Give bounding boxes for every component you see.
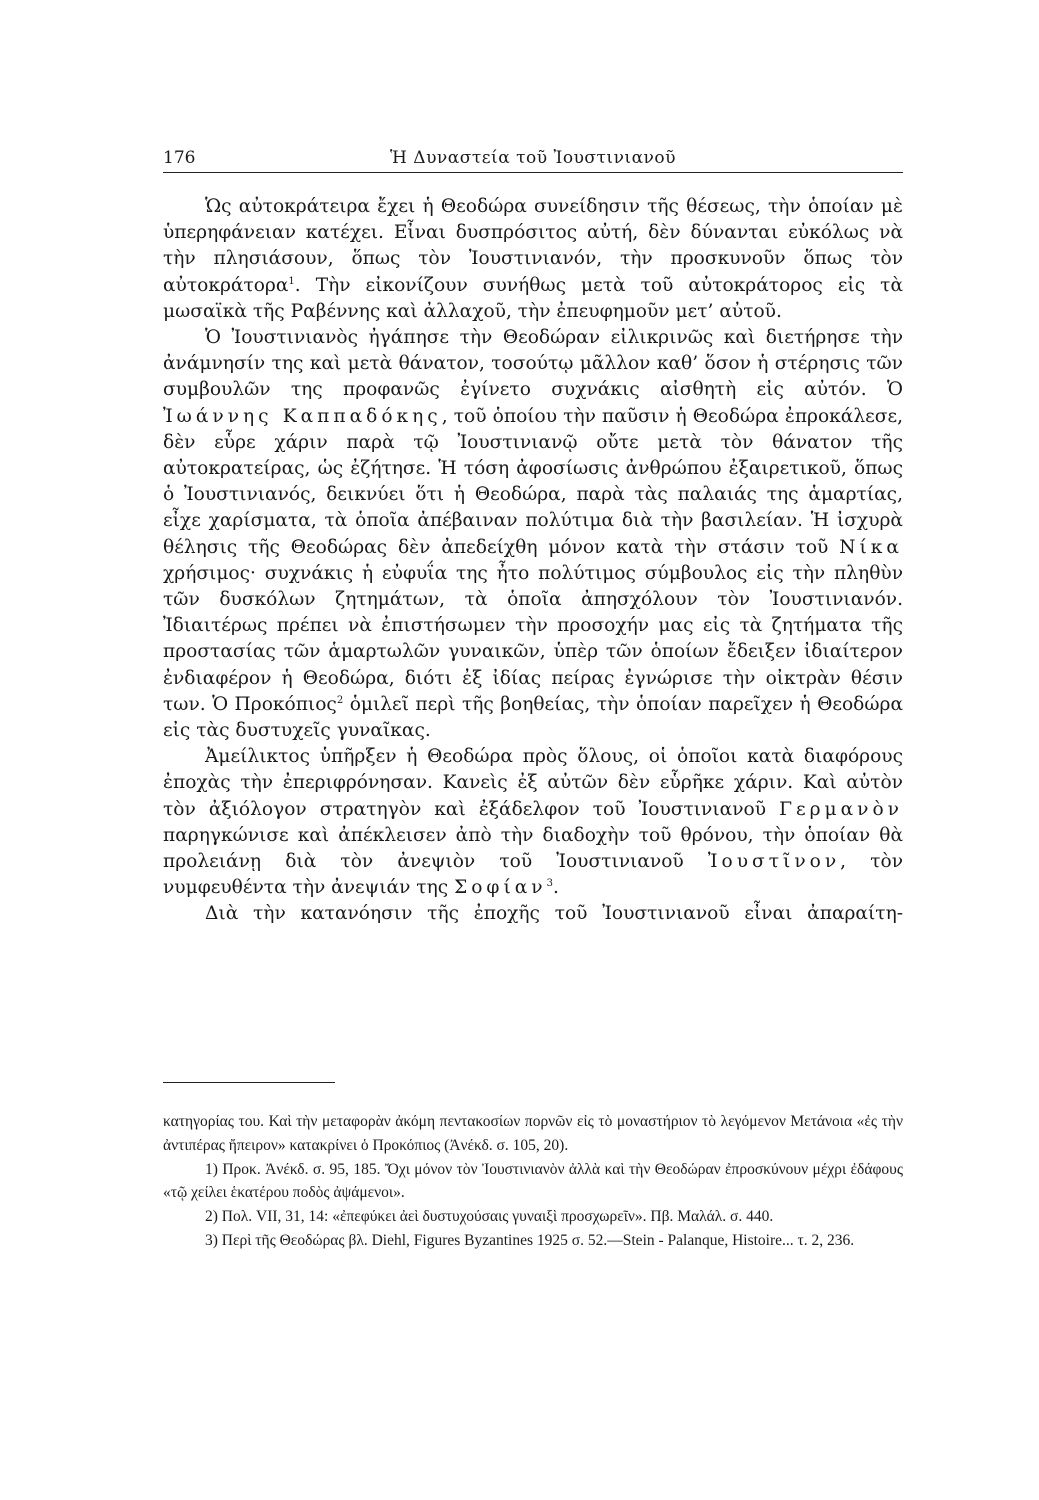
footnote-ref-1: 1 bbox=[288, 275, 295, 287]
spaced-name: Σοφίαν bbox=[454, 877, 547, 899]
text: , τὸν νυμφευθέντα τὴν ἀνεψιάν της bbox=[163, 851, 903, 899]
footnote-2: 2) Πολ. VII, 31, 14: «ἐπεφύκει ἀεὶ δυστυχούσαις γυναιξὶ προσχωρεῖν». Πβ. Μαλάλ. σ. 440. bbox=[205, 1208, 774, 1226]
page-number: 176 bbox=[163, 148, 196, 168]
spaced-name: Ἰουστῖνον bbox=[707, 851, 841, 873]
text: . bbox=[552, 877, 559, 899]
paragraph-1 bbox=[163, 194, 903, 325]
footnote-1: 1) Προκ. Ἀνέκδ. σ. 95, 185. Ὄχι μόνον τὸν Ἰουστινιανὸν ἀλλὰ καὶ τὴν Θεοδώραν ἐπροσκύνουν μέχρι ἐδάφους «τῷ χείλει ἑκατέρου ποδὸς ἀψάμενοι». bbox=[163, 1160, 903, 1202]
spaced-name: Γερμανὸν bbox=[779, 798, 903, 820]
spaced-name: Νίκα bbox=[839, 536, 903, 558]
paragraph-3 bbox=[163, 744, 903, 901]
footnote-continued: κατηγορίας του. Καὶ τὴν μεταφορὰν ἀκόμη πεντακοσίων πορνῶν εἰς τὸ μοναστήριον τὸ λεγόμενον Μετάνοια «ἐς τὴν ἀντιπέρας ἤπειρον» κατακρίνει ὁ Προκόπιος (Ἀνέκδ. σ. 105, 20). bbox=[163, 1113, 903, 1154]
text: Ὁ Ἰουστινιανὸς ἠγάπησε τὴν Θεοδώραν εἰλικρινῶς καὶ διετήρησε τὴν ἀνάμνησίν της καὶ μετὰ θάνατον, τοσούτῳ μᾶλλον καθ’ ὅσον ἡ στέρησις τῶν συμβουλῶν της προφανῶς ἐγίνετο συχνάκις αἰσθητὴ εἰς αὐτόν. Ὁ bbox=[163, 327, 903, 401]
running-title: Ἡ Δυναστεία τοῦ Ἰουστινιανοῦ bbox=[390, 148, 676, 168]
footnote-divider bbox=[163, 1082, 335, 1083]
text: , τοῦ ὁποίου τὴν παῦσιν ἡ Θεοδώρα ἐπροκάλεσε, δὲν εὗρε χάριν παρὰ τῷ Ἰουστινιανῷ οὔτε μετὰ τὸν θάνατον τῆς αὐτοκρατείρας, ὡς ἐζήτησε. Ἡ τόση ἀφοσίωσις ἀνθρώπου ἐξαιρετικοῦ, ὅπως ὁ Ἰουστινιανός, δεικνύει ὅτι ἡ Θεοδώρα, παρὰ τὰς παλαιάς της ἁμαρτίας, εἶχε χαρίσματα, τὰ ὁποῖα ἀπέβαιναν πολύτιμα διὰ τὴν βασιλείαν. Ἡ ἰσχυρὰ θέλησις τῆς Θεοδώρας δὲν ἀπεδείχθη μόνον κατὰ τὴν στάσιν τοῦ bbox=[163, 405, 903, 558]
text: Ἀμείλικτος ὑπῆρξεν ἡ Θεοδώρα πρὸς ὅλους, οἱ ὁποῖοι κατὰ διαφόρους ἐποχὰς τὴν ἐπεριφρόνησαν. Κανεὶς ἐξ αὐτῶν δὲν εὗρῆκε χάριν. Καὶ αὐτὸν τὸν ἀξιόλογον στρατηγὸν καὶ ἐξάδελφον τοῦ Ἰουστινιανοῦ bbox=[163, 746, 903, 820]
footnotes bbox=[163, 1110, 903, 1253]
footnote-ref-2: 2 bbox=[336, 694, 344, 706]
footnote-3: 3) Περὶ τῆς Θεοδώρας βλ. Diehl, Figures Byzantines 1925 σ. 52.—Stein - Palanque, Histoire... τ. 2, 236. bbox=[205, 1231, 855, 1249]
text: Ὡς αὐτοκράτειρα ἔχει ἡ Θεοδώρα συνείδησιν τῆς θέσεως, τὴν ὁποίαν μὲ ὑπερηφάνειαν κατέχει. Εἶναι δυσπρόσιτος αὐτή, δὲν δύνανται εὐκόλως νὰ τὴν πλησιάσουν, ὅπως τὸν Ἰουστινιανόν, τὴν προσκυνοῦν ὅπως τὸν αὐτοκράτορα bbox=[163, 196, 903, 296]
text: . Τὴν εἰκονίζουν συνήθως μετὰ τοῦ αὐτοκράτορος εἰς τὰ μωσαϊκὰ τῆς Ραβέννης καὶ ἀλλαχοῦ, τὴν ἐπευφημοῦν μετ’ αὐτοῦ. bbox=[163, 274, 903, 322]
footnote-ref-3: 3 bbox=[546, 878, 553, 890]
spaced-name: Ἰωάννης Καππαδόκης bbox=[163, 405, 442, 427]
text: χρήσιμος· συχνάκις ἡ εὐφυΐα της ἦτο πολύτιμος σύμβουλος εἰς τὴν πληθὺν τῶν δυσκόλων ζητημάτων, τὰ ὁποῖα ἀπησχόλουν τὸν Ἰουστινιανόν. Ἰδιαιτέρως πρέπει νὰ ἐπιστήσωμεν τὴν προσοχήν μας εἰς τὰ ζητήματα τῆς προστασίας τῶν ἁμαρτωλῶν γυναικῶν, ὑπὲρ τῶν ὁποίων ἔδειξεν ἰδιαίτερον ἐνδιαφέρον ἡ Θεοδώρα, διότι ἐξ ἰδίας πείρας ἐγνώρισε τὴν οἰκτρὰν θέσιν των. Ὁ Προκόπιος bbox=[163, 562, 903, 715]
text: παρηγκώνισε καὶ ἀπέκλεισεν ἀπὸ τὴν διαδοχὴν τοῦ θρόνου, τὴν ὁποίαν θὰ προλειάνῃ διὰ τὸν ἀνεψιὸν τοῦ Ἰουστινιανοῦ bbox=[163, 824, 903, 873]
page-header bbox=[163, 146, 903, 173]
main-text bbox=[163, 194, 903, 928]
paragraph-4: Διὰ τὴν κατανόησιν τῆς ἐποχῆς τοῦ Ἰουστινιανοῦ εἶναι ἀπαραίτη- bbox=[205, 903, 903, 925]
text: ὁμιλεῖ περὶ τῆς βοηθείας, τὴν ὁποίαν παρεῖχεν ἡ Θεοδώρα εἰς τὰς δυστυχεῖς γυναῖκας. bbox=[163, 693, 903, 742]
paragraph-2 bbox=[163, 325, 903, 744]
